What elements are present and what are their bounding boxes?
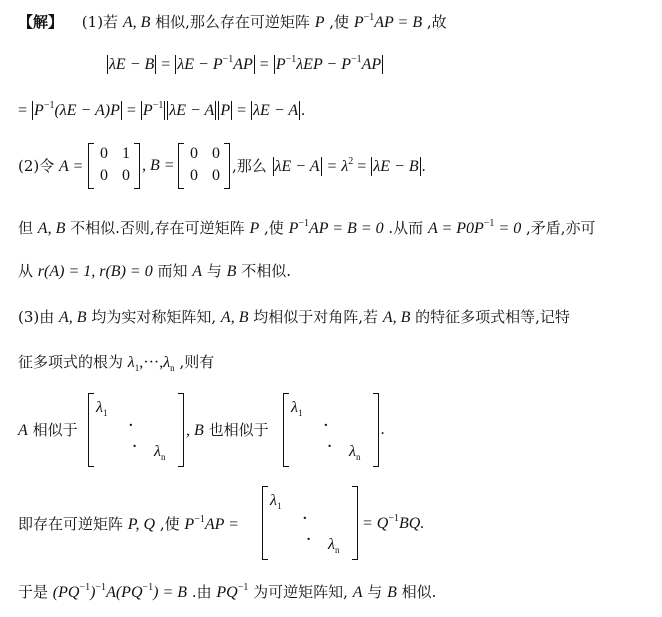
det-8: λE − A	[274, 158, 320, 175]
matrix-b-cell: 0	[190, 145, 198, 162]
text: .由	[191, 583, 212, 601]
matrix-a-cell: 0	[100, 145, 108, 162]
sup: 2	[348, 156, 354, 167]
sub: 1	[134, 363, 140, 373]
line-6	[18, 261, 291, 282]
math-a: A	[18, 422, 28, 439]
sup: −1	[43, 100, 55, 111]
sub: n	[334, 545, 340, 555]
math-a: A	[192, 263, 203, 280]
text: 征多项式的根为	[18, 353, 124, 371]
text: 从	[18, 262, 34, 280]
text: 的特征多项式相等,记特	[415, 308, 570, 326]
text: 相似,那么存在可逆矩阵	[155, 13, 310, 31]
text: 也相似于	[208, 421, 269, 439]
det-6: P	[220, 102, 231, 119]
text: 为可逆矩阵知,	[253, 583, 348, 601]
lambda: λ	[328, 536, 335, 553]
sup: −1	[237, 582, 249, 593]
det-1: λE − B	[109, 56, 155, 73]
period: .	[381, 421, 385, 438]
matrix-a	[88, 143, 140, 189]
text: 于是	[18, 583, 49, 601]
lambda: λ	[127, 354, 135, 371]
matrix-a-cell: 0	[100, 167, 108, 184]
text: .从而	[388, 219, 424, 237]
text: ,故	[426, 13, 447, 31]
math-p: P	[249, 220, 260, 237]
line-4-tail: ,那么 $\lambda E - A = \lambda^2 = \lambda E - B$ .	[232, 156, 426, 175]
diag-matrix-1: $\lambda_1$ · · $\lambda_n$	[88, 393, 184, 467]
sup: −1	[483, 218, 495, 229]
sup: −1	[285, 54, 297, 65]
text: 但	[18, 219, 34, 237]
math-ab: A, B	[220, 309, 249, 326]
part-2-label: (2)令	[18, 157, 55, 175]
lambda-squared: = λ	[326, 158, 349, 175]
matrix-b-cell: 0	[212, 167, 220, 184]
math-b-eq: , B =	[142, 157, 175, 174]
text: ,使	[329, 13, 350, 31]
math-rank: r(A) = 1, r(B) = 0	[37, 263, 153, 280]
det-9: λE − B	[373, 158, 419, 175]
line-5: 但 A, B 不相似.否则,存在可逆矩阵 P ,使 $P^{-1}AP = B = 0$ .从而 $A = P0P^{-1} = 0$ ,矛盾,亦可	[18, 218, 596, 237]
text: 均为实对称矩阵知,	[91, 308, 217, 326]
text: ,矛盾,亦可	[526, 219, 596, 237]
ellipsis: ,···,	[139, 354, 164, 371]
text: ,那么	[232, 157, 267, 175]
line-1	[18, 12, 447, 35]
line-11: 于是 $(PQ^{-1})^{-1}A(PQ^{-1}) = B$ .由 $PQ^{-1}$ 为可逆矩阵知, A 与 B 相似.	[18, 582, 437, 601]
line-10-tail	[362, 514, 424, 536]
text: 即存在可逆矩阵	[18, 515, 124, 533]
text: 不相似.否则,存在可逆矩阵	[70, 219, 245, 237]
lambda: λ	[349, 443, 356, 460]
text: ,使	[159, 515, 180, 533]
math-similarity: $P^{-1}AP = B$	[353, 12, 423, 31]
matrix-b	[178, 143, 230, 189]
math-pq: PQ	[216, 584, 238, 601]
math-p: P	[314, 14, 325, 31]
sup: −1	[142, 582, 154, 593]
sub: 1	[297, 408, 303, 418]
math-eq: A = P0P	[427, 220, 484, 237]
sub: 1	[102, 408, 108, 418]
sup: −1	[95, 582, 107, 593]
text: 与	[206, 262, 222, 280]
math-eq: = 0	[494, 220, 522, 237]
det-4: (λE − A)P	[54, 102, 120, 119]
math-eq: AP = B = 0	[309, 220, 384, 237]
sup: −1	[351, 54, 362, 65]
math-b: B	[226, 263, 237, 280]
sup: −1	[152, 100, 164, 111]
line-10: 即存在可逆矩阵 P, Q ,使 $P^{-1}AP$ =	[18, 514, 239, 533]
line-4	[18, 156, 83, 177]
det-5: λE − A	[169, 102, 215, 119]
math-eq: = Q	[362, 515, 389, 532]
math-ab: A, B	[59, 309, 87, 326]
math-ab: A, B	[382, 309, 411, 326]
sup: −1	[79, 582, 91, 593]
part-1-label: (1)若	[81, 13, 119, 31]
line-7	[18, 307, 570, 328]
math-ab: A, B	[122, 14, 151, 31]
lambda: λ	[291, 399, 298, 416]
det-3b: AP	[361, 56, 382, 73]
math-b: , B	[186, 422, 204, 439]
sup: −1	[363, 12, 375, 23]
math-pq: P, Q	[127, 516, 156, 533]
part-3-label: (3)由	[18, 308, 55, 326]
matrix-b-cell: 0	[212, 145, 220, 162]
line-3-equation: = $P^{-1}(\lambda E - A)P = P^{-1}$ λE − A P = λE − A .	[18, 100, 306, 119]
matrix-a-cell: 1	[122, 145, 130, 162]
solution-heading: 【解】	[18, 13, 64, 31]
math-eq: AP = B	[374, 14, 423, 31]
text: 相似.	[401, 583, 437, 601]
line-8	[18, 352, 214, 374]
math-eq: ) = B	[153, 584, 188, 601]
sub: n	[160, 452, 166, 462]
text: 而知	[157, 262, 188, 280]
line-9	[18, 420, 78, 441]
lambda: λ	[270, 492, 277, 509]
diag-matrix-2: $\lambda_1$ · · $\lambda_n$	[283, 393, 379, 467]
period: .	[421, 158, 426, 175]
sup: −1	[298, 218, 309, 229]
math-eq: A(PQ	[106, 584, 143, 601]
text: 均相似于对角阵,若	[253, 308, 379, 326]
line-2-equation: $\lambda E - B = \lambda E - P^{-1}AP = P^{-1}\lambda EP - P^{-1}AP$	[109, 54, 382, 73]
matrix-b-cell: 0	[190, 167, 198, 184]
line-9-mid	[186, 420, 269, 441]
lambda: λ	[96, 399, 103, 416]
math-ab: A, B	[37, 220, 66, 237]
math-eq: BQ.	[399, 515, 425, 532]
math-eq: AP =	[204, 516, 239, 533]
text: 与	[367, 583, 383, 601]
sub: n	[355, 452, 361, 462]
math-b: B	[387, 584, 397, 601]
text: 不相似.	[241, 262, 291, 280]
sub: 1	[276, 501, 282, 511]
det-3a: λEP −	[296, 56, 342, 73]
lambda: λ	[154, 443, 161, 460]
matrix-a-cell: 0	[122, 167, 130, 184]
math-a-eq: A =	[59, 158, 84, 175]
lambda: λ	[163, 354, 171, 371]
diag-matrix-3: $\lambda_1$ · · $\lambda_n$	[262, 486, 358, 560]
text: ,则有	[179, 353, 215, 371]
det-2a: λE −	[177, 56, 213, 73]
sup: −1	[194, 514, 205, 525]
sup: −1	[222, 54, 234, 65]
sub: n	[170, 363, 175, 373]
math-a: A	[352, 584, 363, 601]
det-7: λE − A	[253, 102, 299, 119]
text: 相似于	[32, 421, 78, 439]
det-2b: AP	[233, 56, 253, 73]
text: ,使	[264, 219, 284, 237]
period: .	[301, 102, 306, 119]
sup: −1	[388, 513, 399, 524]
